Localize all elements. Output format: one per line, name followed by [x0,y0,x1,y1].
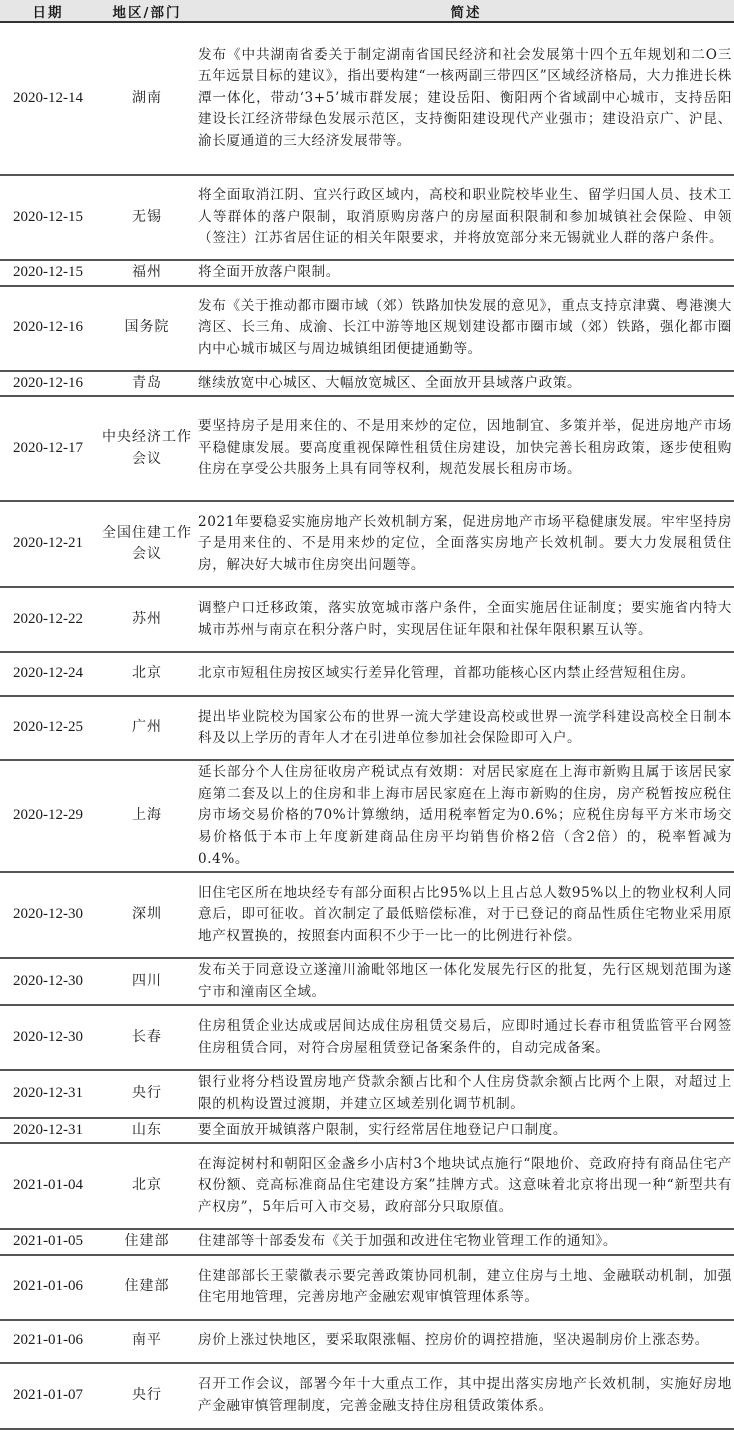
row-desc: 住房租赁企业达成或居间达成住房租赁交易后，应即时通过长春市租赁监管平台网签住房租赁合同，对符合房屋租赁登记备案条件的，自动完成备案。 [198,1005,734,1070]
row-desc: 发布《关于推动都市圈市域（郊）铁路加快发展的意见》，重点支持京津冀、粤港澳大湾区、长三角、成渝、长江中游等地区规划建设都市圈市域（郊）铁路，强化都市圈内中心城市城区与周边城镇组团便捷通勤等。 [198,286,734,371]
row-region: 国务院 [96,286,198,371]
row-date: 2020-12-31 [0,1070,96,1117]
row-region: 央行 [96,1363,198,1429]
table-row [0,587,734,652]
row-region: 北京 [96,1143,198,1229]
row-desc: 发布《中共湖南省委关于制定湖南省国民经济和社会发展第十四个五年规划和二O三五年远景目标的建议》，指出要构建“一核两副三带四区”区域经济格局，大力推进长株潭一体化，带动‘3+5’城市群发展；建设岳阳、衡阳两个省域副中心城市，支持岳阳建设长江经济带绿色发展示范区，支持衡阳建设现代产业强市；建设沿京广、沪昆、渝长厦通道的三大经济发展带等。 [198,22,734,175]
row-desc: 房价上涨过快地区，要采取限涨幅、控房价的调控措施，坚决遏制房价上涨态势。 [198,1320,734,1363]
row-date: 2020-12-30 [0,1005,96,1070]
row-desc: 住建部等十部委发布《关于加强和改进住宅物业管理工作的通知》。 [198,1229,734,1255]
row-region: 南平 [96,1320,198,1363]
row-region: 北京 [96,652,198,696]
table-row [0,22,734,175]
row-region: 广州 [96,696,198,760]
row-date: 2020-12-30 [0,872,96,958]
table-row [0,1118,734,1144]
table-row [0,1070,734,1117]
row-region: 山东 [96,1118,198,1144]
row-region: 全国住建工作会议 [96,501,198,587]
row-desc: 将全面取消江阴、宜兴行政区域内，高校和职业院校毕业生、留学归国人员、技术工人等群体的落户限制，取消原购房落户的房屋面积限制和参加城镇社会保险、申领（签注）江苏省居住证的相关年限要求，并将放宽部分来无锡就业人群的落户条件。 [198,175,734,260]
row-region: 无锡 [96,175,198,260]
row-desc: 延长部分个人住房征收房产税试点有效期：对居民家庭在上海市新购且属于该居民家庭第二套及以上的住房和非上海市居民家庭在上海市新购的住房，房产税暂按应税住房市场交易价格的70%计算缴纳，适用税率暂定为0.6%；应税住房每平方米市场交易价格低于本市上年度新建商品住房平均销售价格2倍（含2倍）的，税率暂减为0.4%。 [198,760,734,872]
table-row [0,1363,734,1429]
row-desc: 继续放宽中心城区、大幅放宽城区、全面放开县域落户政策。 [198,371,734,397]
row-desc: 发布关于同意设立遂潼川渝毗邻地区一体化发展先行区的批复，先行区规划范围为遂宁市和潼南区全域。 [198,958,734,1005]
row-date: 2020-12-24 [0,652,96,696]
table-row [0,872,734,958]
row-date: 2020-12-14 [0,22,96,175]
row-desc: 住建部部长王蒙徽表示要完善政策协同机制，建立住房与土地、金融联动机制，加强住宅用地管理，完善房地产金融宏观审慎管理体系等。 [198,1255,734,1320]
table-row [0,696,734,760]
table-row [0,1005,734,1070]
row-date: 2020-12-16 [0,371,96,397]
row-date: 2020-12-15 [0,260,96,286]
table-row [0,1320,734,1363]
table-row [0,396,734,501]
row-region: 湖南 [96,22,198,175]
row-date: 2020-12-17 [0,396,96,501]
header-region: 地区/部门 [96,0,198,22]
row-region: 福州 [96,260,198,286]
table-header-row [0,0,734,22]
row-region: 青岛 [96,371,198,397]
row-desc: 调整户口迁移政策，落实放宽城市落户条件，全面实施居住证制度；要实施省内特大城市苏州与南京在积分落户时，实现居住证年限和社保年限积累互认等。 [198,587,734,652]
row-desc: 提出毕业院校为国家公布的世界一流大学建设高校或世界一流学科建设高校全日制本科及以上学历的青年人才在引进单位参加社会保险即可入户。 [198,696,734,760]
row-region: 中央经济工作会议 [96,396,198,501]
row-date: 2021-01-06 [0,1255,96,1320]
table-row [0,652,734,696]
row-date: 2020-12-22 [0,587,96,652]
table-row [0,371,734,397]
row-date: 2020-12-29 [0,760,96,872]
row-desc: 召开工作会议，部署今年十大重点工作，其中提出落实房地产长效机制，实施好房地产金融审慎管理制度，完善金融支持住房租赁政策体系。 [198,1363,734,1429]
row-region: 上海 [96,760,198,872]
row-date: 2021-01-06 [0,1320,96,1363]
row-region: 苏州 [96,587,198,652]
table-row [0,958,734,1005]
row-date: 2021-01-07 [0,1363,96,1429]
row-region: 住建部 [96,1255,198,1320]
header-date: 日期 [0,0,96,22]
table-row [0,260,734,286]
table-row [0,1143,734,1229]
row-desc: 在海淀树村和朝阳区金盏乡小店村3个地块试点施行“限地价、竞政府持有商品住宅产权份额、竞高标准商品住宅建设方案”挂牌方式。这意味着北京将出现一种“新型共有产权房”，5年后可入市交易，政府部分只取原值。 [198,1143,734,1229]
row-desc: 将全面开放落户限制。 [198,260,734,286]
row-region: 四川 [96,958,198,1005]
row-date: 2020-12-15 [0,175,96,260]
table-row [0,286,734,371]
row-date: 2021-01-05 [0,1229,96,1255]
row-region: 深圳 [96,872,198,958]
table-row [0,1255,734,1320]
table-row [0,1229,734,1255]
row-date: 2020-12-31 [0,1118,96,1144]
row-desc: 北京市短租住房按区域实行差异化管理，首都功能核心区内禁止经营短租住房。 [198,652,734,696]
row-desc: 旧住宅区所在地块经专有部分面积占比95%以上且占总人数95%以上的物业权利人同意后，即可征收。首次制定了最低赔偿标准，对于已登记的商品性质住宅物业采用原地产权置换的，按照套内面积不少于一比一的比例进行补偿。 [198,872,734,958]
row-date: 2020-12-21 [0,501,96,587]
row-desc: 要全面放开城镇落户限制，实行经常居住地登记户口制度。 [198,1118,734,1144]
row-desc: 银行业将分档设置房地产贷款余额占比和个人住房贷款余额占比两个上限，对超过上限的机构设置过渡期，并建立区域差别化调节机制。 [198,1070,734,1117]
row-desc: 2021年要稳妥实施房地产长效机制方案，促进房地产市场平稳健康发展。牢牢坚持房子是用来住的、不是用来炒的定位，全面落实房地产长效机制。要大力发展租赁住房，解决好大城市住房突出问题等。 [198,501,734,587]
row-region: 央行 [96,1070,198,1117]
row-date: 2020-12-30 [0,958,96,1005]
header-desc: 简述 [198,0,734,22]
row-region: 长春 [96,1005,198,1070]
row-desc: 要坚持房子是用来住的、不是用来炒的定位，因地制宜、多策并举，促进房地产市场平稳健康发展。要高度重视保障性租赁住房建设，加快完善长租房政策，逐步使租购住房在享受公共服务上具有同等权利，规范发展长租房市场。 [198,396,734,501]
row-date: 2020-12-25 [0,696,96,760]
table-row [0,501,734,587]
table-row [0,175,734,260]
row-region: 住建部 [96,1229,198,1255]
row-date: 2020-12-16 [0,286,96,371]
table-row [0,760,734,872]
row-date: 2021-01-04 [0,1143,96,1229]
